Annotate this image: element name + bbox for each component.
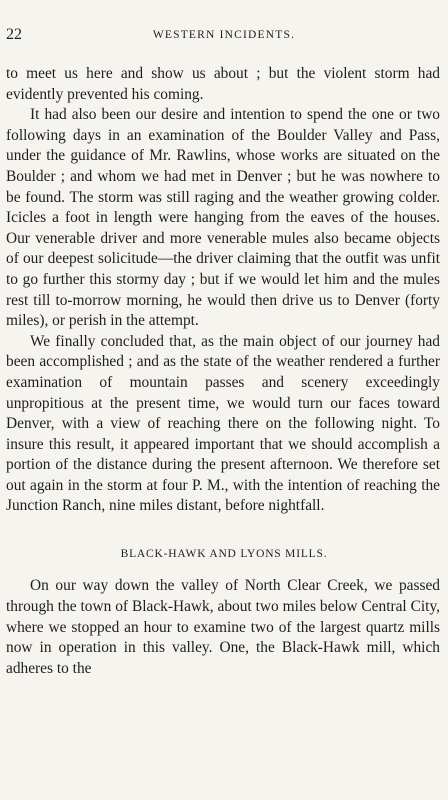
- paragraph: We finally concluded that, as the main object of our journey had been accomplished ; and as the state of the weather rendered a further examination of mountain passes and scenery exceedingly unpropitious at the present time, we would turn our faces toward Denver, with a view of reaching there on the following night. To insure this result, it appeared important that we should accomplish a portion of the distance during the present afternoon. We therefore set out again in the storm at four P. M., with the intention of reaching the Junction Ranch, nine miles distant, before nightfall.: [6, 332, 440, 515]
- page-number: 22: [6, 26, 22, 43]
- section-text: [6, 576, 440, 680]
- running-title: WESTERN INCIDENTS.: [152, 29, 296, 41]
- paragraph: On our way down the valley of North Clear Creek, we passed through the town of Black-Hawk, about two miles below Central City, where we stopped an hour to examine two of the largest quartz mills now in operation in this valley. One, the Black-Hawk mill, which adheres to the: [6, 577, 440, 678]
- paragraph-continued: to meet us here and show us about ; but the violent storm had evidently prevented his coming.: [6, 65, 440, 103]
- running-header: [0, 26, 448, 46]
- main-text: [6, 64, 440, 517]
- paragraph: It had also been our desire and intention to spend the one or two following days in an examination of the Boulder Valley and Pass, under the guidance of Mr. Rawlins, whose works are situated on the Boulder ; and whom we had met in Denver ; but he was nowhere to be found. The storm was still raging and the weather growing colder. Icicles a foot in length were hanging from the eaves of the houses. Our venerable driver and more venerable mules also became objects of our deepest solicitude—the driver claiming that the outfit was unfit to go further this stormy day ; but if we would let him and the mules rest till to-morrow morning, he would then drive us to Denver (forty miles), or perish in the attempt.: [6, 106, 440, 330]
- section-heading: BLACK-HAWK AND LYONS MILLS.: [120, 548, 328, 560]
